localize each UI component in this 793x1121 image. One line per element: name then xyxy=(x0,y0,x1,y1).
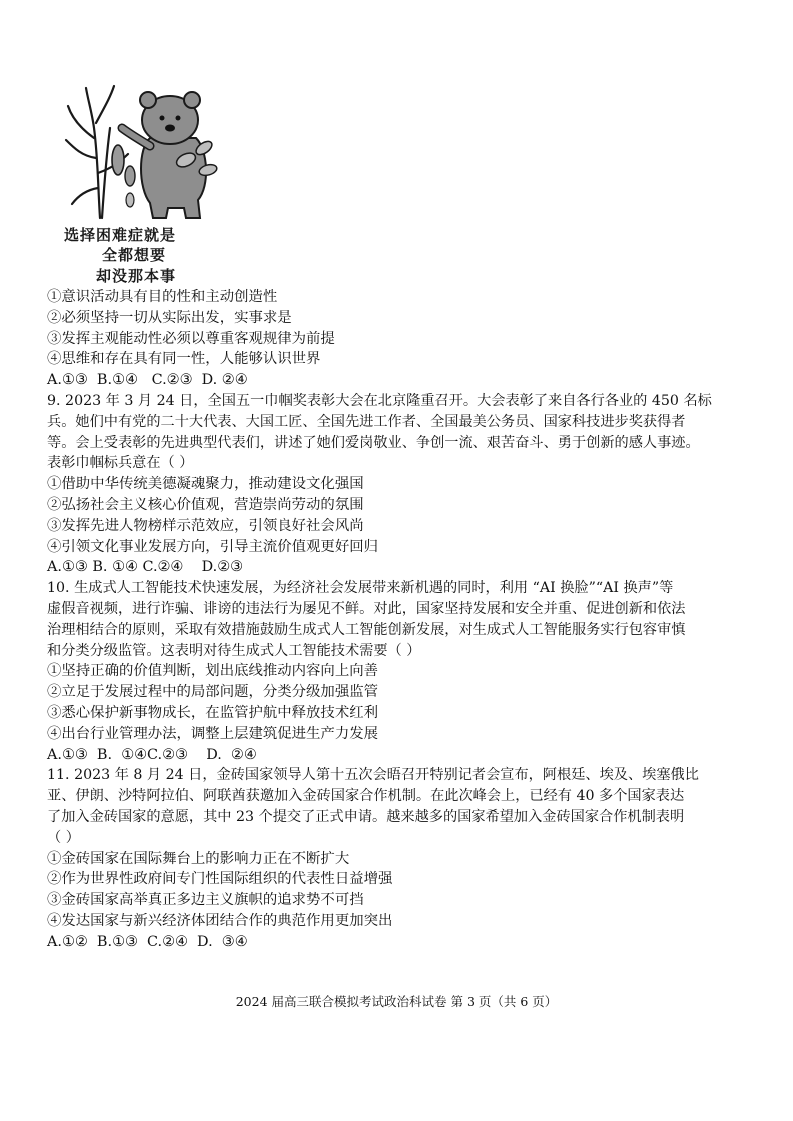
question-content xyxy=(47,287,767,953)
q10-stem-line-2: 虚假音视频，进行诈骗、诽谤的违法行为屡见不鲜。对此，国家坚持发展和安全并重、促进创新和依法 xyxy=(47,600,686,617)
q9-item-1: ①借助中华传统美德凝魂聚力，推动建设文化强国 xyxy=(47,476,364,493)
q11-item-3: ③金砖国家高举真正多边主义旗帜的追求势不可挡 xyxy=(47,892,364,909)
bear-corn-drawing xyxy=(58,78,243,223)
cartoon-caption-line-3: 却没那本事 xyxy=(96,267,177,285)
q9-stem-line-1: 9. 2023 年 3 月 24 日，全国五一巾帼奖表彰大会在北京隆重召开。大会表彰了来自各行各业的 450 名标 xyxy=(47,392,712,409)
q10-answer-choices: A.①③ B. ①④C.②③ D. ②④ xyxy=(47,746,257,763)
q11-answer-choices: A.①② B.①③ C.②④ D. ③④ xyxy=(47,933,248,950)
q10-item-3: ③悉心保护新事物成长，在监管护航中释放技术红利 xyxy=(47,704,378,721)
q10-item-4: ④出台行业管理办法，调整上层建筑促进生产力发展 xyxy=(47,725,378,742)
q8-item-3: ③发挥主观能动性必须以尊重客观规律为前提 xyxy=(47,330,335,347)
q10-item-2: ②立足于发展过程中的局部问题，分类分级加强监管 xyxy=(47,684,378,701)
q10-stem-line-4: 和分类分级监管。这表明对待生成式人工智能技术需要（ ） xyxy=(47,642,421,659)
question-11 xyxy=(47,765,767,952)
q11-stem-line-1: 11. 2023 年 8 月 24 日，金砖国家领导人第十五次会晤召开特别记者会宣布，阿根廷、埃及、埃塞俄比 xyxy=(47,767,699,784)
q8-item-1: ①意识活动具有目的性和主动创造性 xyxy=(47,289,278,305)
q11-item-2: ②作为世界性政府间专门性国际组织的代表性日益增强 xyxy=(47,871,393,888)
cartoon-caption-line-1: 选择困难症就是 xyxy=(64,226,177,244)
q8-item-4: ④思维和存在具有同一性，人能够认识世界 xyxy=(47,351,321,368)
q9-stem-line-2: 兵。她们中有党的二十大代表、大国工匠、全国先进工作者、全国最美公务员、国家科技进步奖获得者 xyxy=(47,413,686,430)
question-10 xyxy=(47,578,767,765)
cartoon-caption-line-2: 全都想要 xyxy=(102,246,167,264)
q11-stem-line-3: 了加入金砖国家的意愿，其中 23 个提交了正式申请。越来越多的国家希望加入金砖国家合作机制表明 xyxy=(47,808,685,825)
q11-stem-line-4: （ ） xyxy=(47,829,80,846)
question-8 xyxy=(47,287,767,391)
q10-item-1: ①坚持正确的价值判断，划出底线推动内容向上向善 xyxy=(47,663,378,680)
page-footer: 2024 届高三联合模拟考试政治科试卷 第 3 页（共 6 页） xyxy=(235,994,558,1009)
q11-item-4: ④发达国家与新兴经济体团结合作的典范作用更加突出 xyxy=(47,912,393,929)
question-9 xyxy=(47,391,767,578)
q9-item-2: ②弘扬社会主义核心价值观，营造崇尚劳动的氛围 xyxy=(47,496,364,513)
q9-item-4: ④引领文化事业发展方向，引导主流价值观更好回归 xyxy=(47,538,378,555)
q11-item-1: ①金砖国家在国际舞台上的影响力正在不断扩大 xyxy=(47,850,350,867)
q9-stem-line-3: 等。会上受表彰的先进典型代表们，讲述了她们爱岗敬业、争创一流、艰苦奋斗、勇于创新的感人事迹。 xyxy=(47,434,700,451)
q10-stem-line-1: 10. 生成式人工智能技术快速发展，为经济社会发展带来新机遇的同时，利用 “AI 换脸”“AI 换声”等 xyxy=(47,580,674,597)
q9-stem-line-4: 表彰巾帼标兵意在（ ） xyxy=(47,455,194,472)
cartoon-illustration xyxy=(58,78,243,284)
q11-stem-line-2: 亚、伊朗、沙特阿拉伯、阿联酋获邀加入金砖国家合作机制。在此次峰会上，已经有 40 多个国家表达 xyxy=(47,788,685,805)
q9-item-3: ③发挥先进人物榜样示范效应，引领良好社会风尚 xyxy=(47,517,364,534)
q8-answer-choices: A.①③ B.①④ C.②③ D. ②④ xyxy=(47,372,248,389)
q9-answer-choices: A.①③ B. ①④ C.②④ D.②③ xyxy=(47,559,244,576)
q10-stem-line-3: 治理相结合的原则，采取有效措施鼓励生成式人工智能创新发展，对生成式人工智能服务实行包容审慎 xyxy=(47,621,686,638)
q8-item-2: ②必须坚持一切从实际出发，实事求是 xyxy=(47,309,292,326)
